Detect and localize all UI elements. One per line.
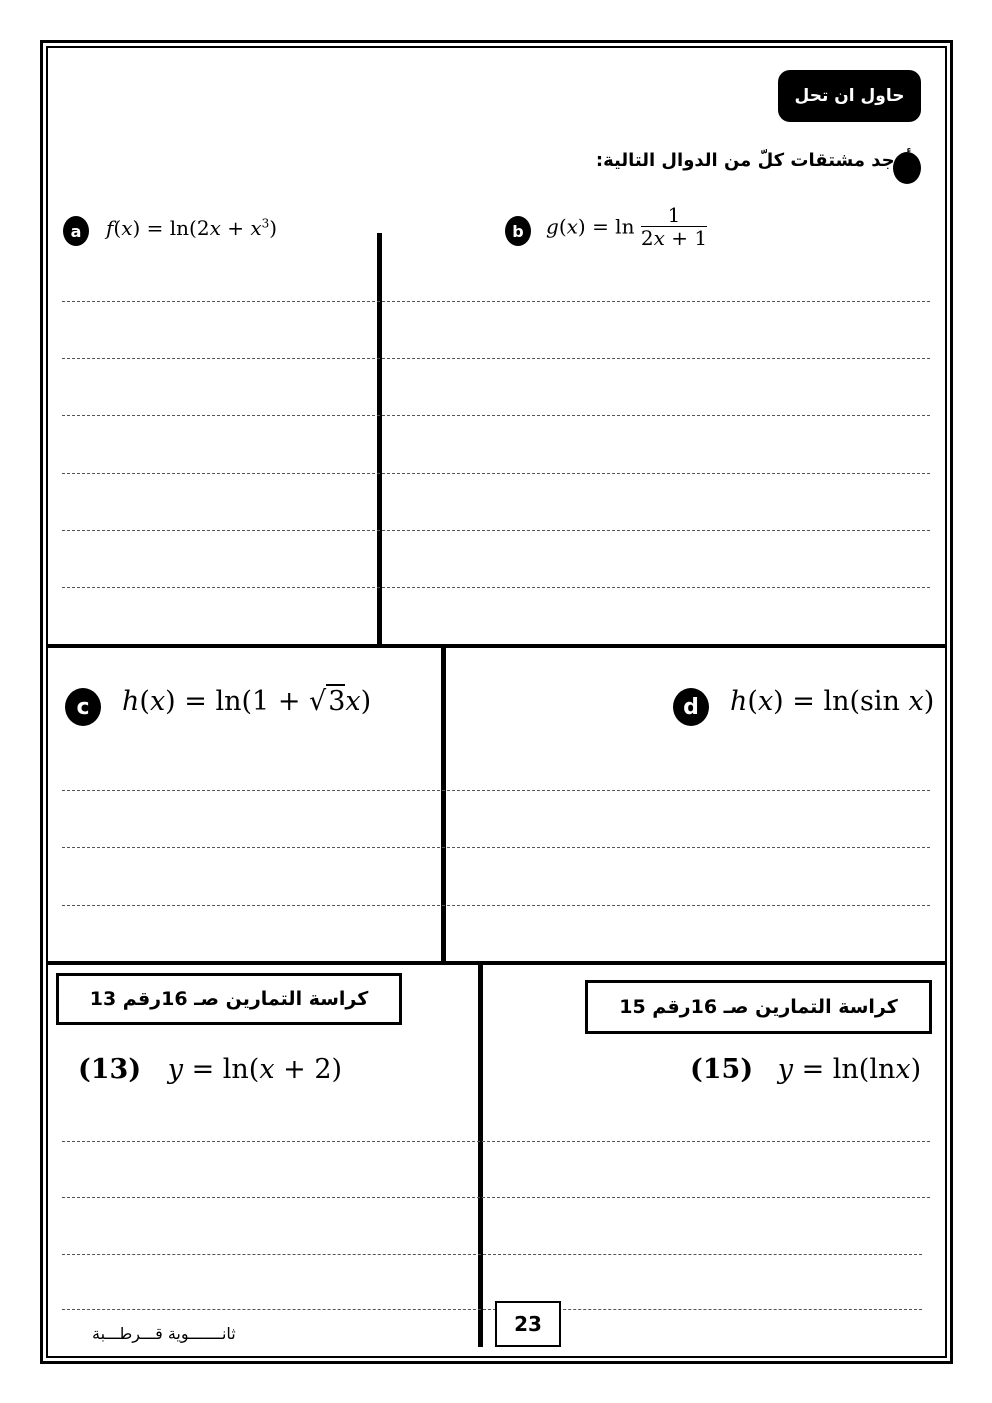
section1-divider <box>377 233 382 646</box>
exercise-13-number: (13) <box>78 1054 142 1085</box>
answer-line <box>62 1309 922 1310</box>
school-name: ثانـــــــوية قـــرطـــبة <box>92 1324 236 1343</box>
problem-a-label: a <box>63 216 89 246</box>
section3-divider <box>478 965 483 1347</box>
section2-bottom-rule <box>46 961 947 965</box>
problem-c-formula: h(x) = ln(1 + √3x) <box>122 686 372 717</box>
instruction-text: أوجد مشتقات كلّ من الدوال التالية: <box>595 150 912 171</box>
section2-divider <box>441 648 446 964</box>
problem-b-formula: g(x) = ln $\frac{1}{2x + 1}$ <box>546 203 708 250</box>
exercise-15-number: (15) <box>690 1054 754 1085</box>
section1-bottom-rule <box>46 644 947 648</box>
section-title-badge: حاول ان تحل <box>778 70 921 122</box>
answer-line <box>62 530 930 531</box>
answer-line <box>62 1141 930 1142</box>
problem-d-label: d <box>673 688 709 726</box>
answer-line <box>62 1197 930 1198</box>
answer-line <box>62 790 930 791</box>
answer-line <box>62 587 930 588</box>
problem-c-label: c <box>65 688 101 726</box>
exercise-13-formula: (13) y = ln(x + 2) <box>78 1054 343 1085</box>
answer-line <box>62 358 930 359</box>
problem-a-formula: $f(x) = \ln(2x + x^3)$ <box>106 216 278 240</box>
problem-b-label: b <box>505 216 531 246</box>
problem-d-formula: h(x) = ln(sin x) <box>730 686 935 717</box>
page-number: 23 <box>495 1301 561 1347</box>
answer-line <box>62 473 930 474</box>
answer-line <box>62 415 930 416</box>
exercise-15-formula: (15) y = ln(lnx) <box>690 1054 922 1085</box>
answer-line <box>62 1254 922 1255</box>
workbook-ref-15: كراسة التمارين صـ 16رقم 15 <box>585 980 932 1034</box>
workbook-ref-13: كراسة التمارين صـ 16رقم 13 <box>56 973 402 1025</box>
answer-line <box>62 847 930 848</box>
answer-line <box>62 301 930 302</box>
answer-line <box>62 905 930 906</box>
